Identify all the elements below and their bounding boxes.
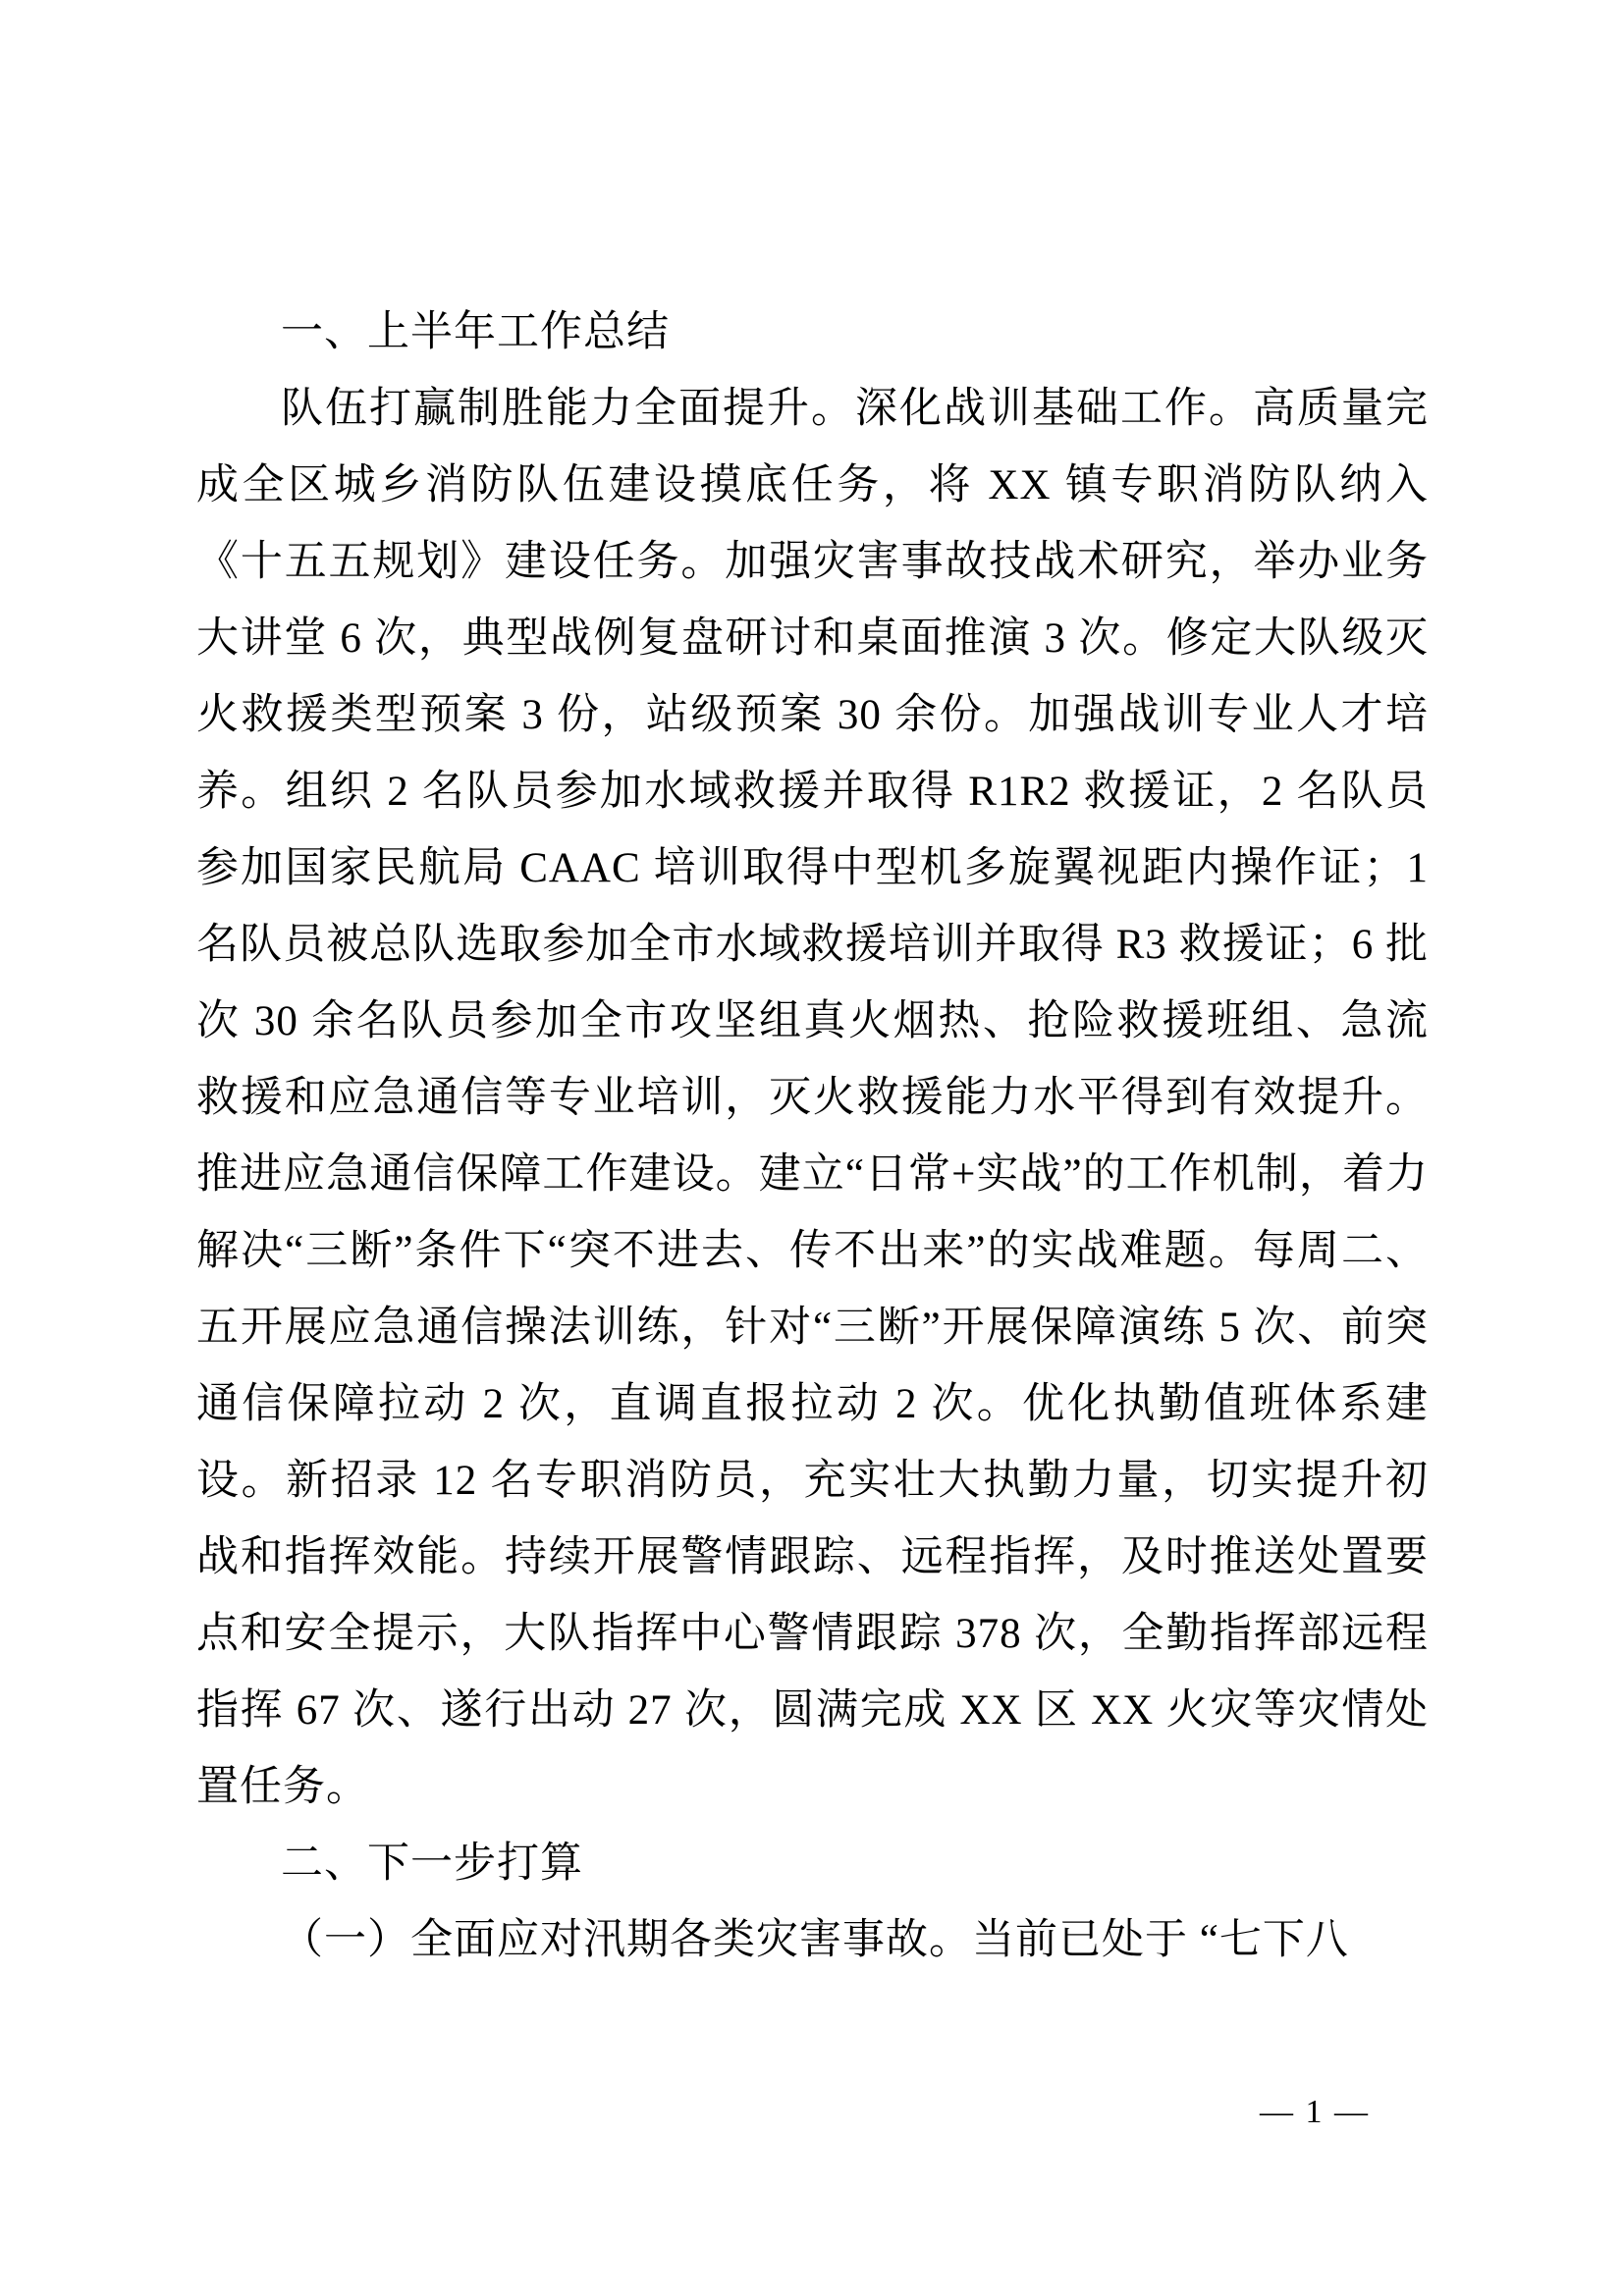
page-number: — 1 —: [1260, 2094, 1370, 2130]
document-body: [196, 294, 1429, 1979]
paragraph-work-summary: 队伍打赢制胜能力全面提升。深化战训基础工作。高质量完成全区城乡消防队伍建设摸底任务，将 XX 镇专职消防队纳入《十五五规划》建设任务。加强灾害事故技战术研究，举办业务大讲堂 6 次，典型战例复盘研讨和桌面推演 3 次。修定大队级灭火救援类型预案 3 份，站级预案 30 余份。加强战训专业人才培养。组织 2 名队员参加水域救援并取得 R1R2 救援证，2 名队员参加国家民航局 CAAC 培训取得中型机多旋翼视距内操作证；1 名队员被总队选取参加全市水域救援培训并取得 R3 救援证；6 批次 30 余名队员参加全市攻坚组真火烟热、抢险救援班组、急流救援和应急通信等专业培训，灭火救援能力水平得到有效提升。推进应急通信保障工作建设。建立“日常+实战”的工作机制，着力解决“三断”条件下“突不进去、传不出来”的实战难题。每周二、五开展应急通信操法训练，针对“三断”开展保障演练 5 次、前突通信保障拉动 2 次，直调直报拉动 2 次。优化执勤值班体系建设。新招录 12 名专职消防员，充实壮大执勤力量，切实提升初战和指挥效能。持续开展警情跟踪、远程指挥，及时推送处置要点和安全提示，大队指挥中心警情跟踪 378 次，全勤指挥部远程指挥 67 次、遂行出动 27 次，圆满完成 XX 区 XX 火灾等灾情处置任务。: [196, 386, 1429, 1810]
section-heading-first-half-summary: 一、上半年工作总结: [281, 309, 670, 355]
paragraph-next-steps-item-1: （一）全面应对汛期各类灾害事故。当前已处于 “七下八: [281, 1917, 1349, 1963]
section-heading-next-steps: 二、下一步打算: [281, 1841, 583, 1887]
